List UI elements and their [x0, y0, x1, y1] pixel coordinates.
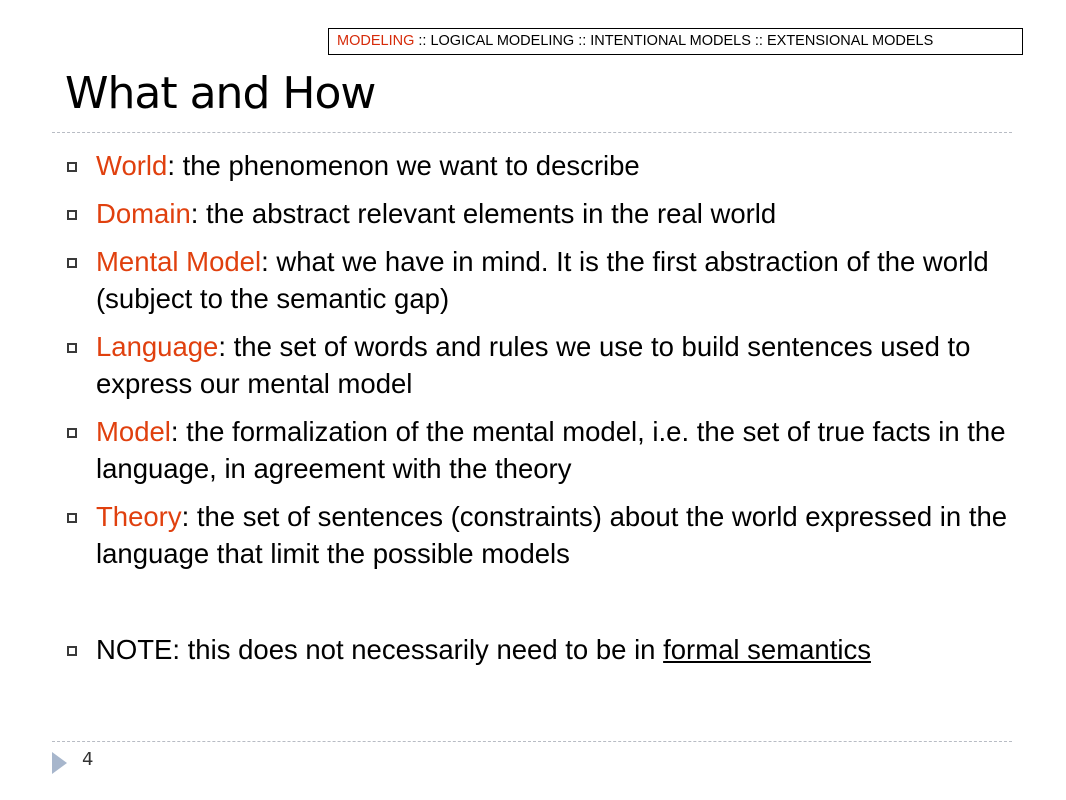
- checkbox-bullet-icon: [67, 210, 77, 220]
- title-divider: [52, 132, 1012, 133]
- bullet-list: [66, 147, 1016, 668]
- bullet-term: Theory: [96, 501, 182, 532]
- breadcrumb-separator: ::: [414, 33, 431, 49]
- checkbox-bullet-icon: [67, 162, 77, 172]
- bullet-domain: [66, 195, 1016, 232]
- bullet-text: : the phenomenon we want to describe: [167, 150, 640, 181]
- bullet-text: : the set of words and rules we use to build sentences used to express our mental model: [96, 331, 971, 399]
- bullet-text: : what we have in mind. It is the first abstraction of the world (subject to the semantic gap): [96, 246, 989, 314]
- checkbox-bullet-icon: [67, 646, 77, 656]
- bullet-text: : the abstract relevant elements in the real world: [190, 198, 777, 229]
- bullet-theory: [66, 498, 1016, 572]
- breadcrumb-trail: LOGICAL MODELING :: INTENTIONAL MODELS :: EXTENSIONAL MODELS: [430, 33, 934, 49]
- bullet-term: Language: [96, 331, 219, 362]
- bullet-text: : the set of sentences (constraints) about the world expressed in the language that limit the possible models: [96, 501, 1008, 569]
- footer-divider: [52, 741, 1012, 742]
- bullet-world: [66, 147, 1016, 184]
- page-number: 4: [82, 749, 94, 770]
- breadcrumb: [328, 28, 1023, 55]
- bullet-term: Mental Model: [96, 246, 262, 277]
- bullet-language: [66, 328, 1016, 402]
- checkbox-bullet-icon: [67, 513, 77, 523]
- breadcrumb-active-item: MODELING: [337, 33, 415, 49]
- bullet-mental-model: [66, 243, 1016, 317]
- checkbox-bullet-icon: [67, 343, 77, 353]
- checkbox-bullet-icon: [67, 258, 77, 268]
- checkbox-bullet-icon: [67, 428, 77, 438]
- bullet-term: World: [96, 150, 168, 181]
- slide-title: What and How: [65, 68, 376, 119]
- bullet-term: Model: [96, 416, 171, 447]
- bullet-model: [66, 413, 1016, 487]
- formal-semantics-link[interactable]: formal semantics: [663, 634, 871, 665]
- bullet-text: : the formalization of the mental model, i.e. the set of true facts in the language, in agreement with the theory: [96, 416, 1006, 484]
- note-text: NOTE: this does not necessarily need to be in: [96, 634, 664, 665]
- bullet-term: Domain: [96, 198, 191, 229]
- bullet-note: [66, 631, 1016, 668]
- nav-arrow-icon[interactable]: [52, 752, 67, 774]
